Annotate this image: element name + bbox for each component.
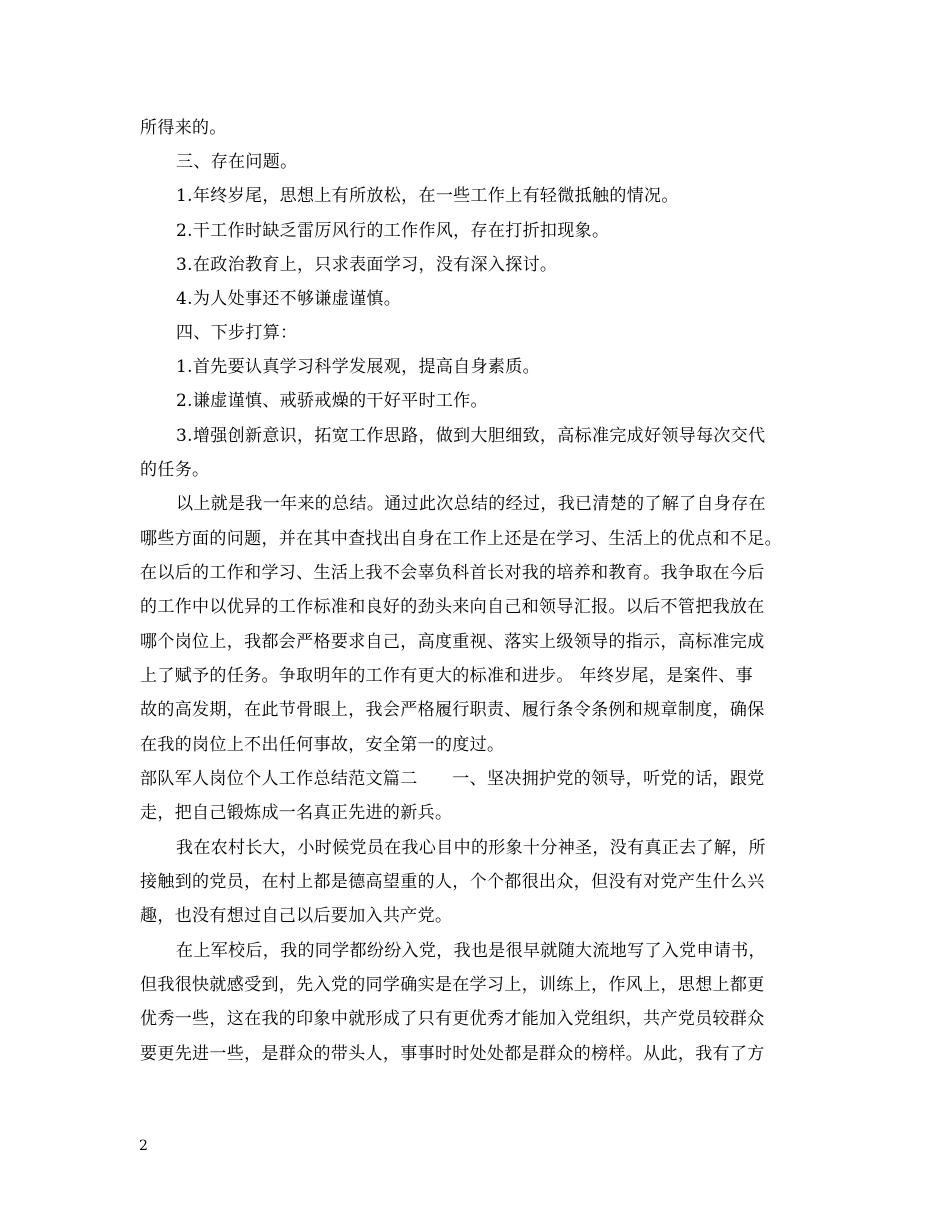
list-item: 2.谦虚谨慎、戒骄戒燥的干好平时工作。 bbox=[176, 391, 488, 411]
list-item: 3.在政治教育上，只求表面学习，没有深入探讨。 bbox=[176, 255, 558, 275]
paragraph-line: 在以后的工作和学习、生活上我不会辜负科首长对我的培养和教育。我争取在今后 bbox=[140, 563, 765, 583]
paragraph-line: 趣，也没有想过自己以后要加入共产党。 bbox=[140, 906, 453, 926]
text-line: 的任务。 bbox=[140, 460, 210, 480]
list-item: 2.干工作时缺乏雷厉风行的工作作风，存在打折扣现象。 bbox=[176, 221, 610, 241]
section-title: 部队军人岗位个人工作总结范文篇二 一、坚决拥护党的领导，听党的话，跟党 bbox=[140, 769, 765, 789]
page-number: 2 bbox=[139, 1138, 148, 1154]
list-item: 1.首先要认真学习科学发展观，提高自身素质。 bbox=[176, 357, 540, 377]
paragraph-line: 以上就是我一年来的总结。通过此次总结的经过，我已清楚的了解了自身存在 bbox=[176, 494, 766, 514]
paragraph-line: 上了赋予的任务。争取明年的工作有更大的标准和进步。 年终岁尾，是案件、事 bbox=[140, 666, 754, 686]
paragraph-line: 接触到的党员，在村上都是德高望重的人，个个都很出众，但没有对党产生什么兴 bbox=[140, 872, 765, 892]
section-heading: 四、下步打算： bbox=[176, 323, 298, 343]
paragraph-line: 哪个岗位上，我都会严格要求自己，高度重视、落实上级领导的指示，高标准完成 bbox=[140, 632, 765, 652]
paragraph-line: 但我很快就感受到，先入党的同学确实是在学习上，训练上，作风上，思想上都更 bbox=[140, 975, 765, 995]
paragraph-line: 的工作中以优异的工作标准和良好的劲头来向自己和领导汇报。以后不管把我放在 bbox=[140, 597, 765, 617]
section-heading: 三、存在问题。 bbox=[176, 152, 298, 172]
list-item: 1.年终岁尾，思想上有所放松，在一些工作上有轻微抵触的情况。 bbox=[176, 186, 679, 206]
paragraph-line: 优秀一些，这在我的印象中就形成了只有更优秀才能加入党组织，共产党员较群众 bbox=[140, 1009, 765, 1029]
paragraph-line: 哪些方面的问题，并在其中查找出自身在工作上还是在学习、生活上的优点和不足。 bbox=[140, 529, 782, 549]
list-item: 4.为人处事还不够谦虚谨慎。 bbox=[176, 289, 402, 309]
paragraph-line: 故的高发期，在此节骨眼上，我会严格履行职责、履行条令条例和规章制度，确保 bbox=[140, 700, 765, 720]
paragraph-line: 走，把自己锻炼成一名真正先进的新兵。 bbox=[140, 803, 453, 823]
paragraph-line: 在我的岗位上不出任何事故，安全第一的度过。 bbox=[140, 735, 505, 755]
paragraph-line: 在上军校后，我的同学都纷纷入党，我也是很早就随大流地写了入党申请书， bbox=[176, 941, 766, 961]
paragraph-line: 要更先进一些，是群众的带头人，事事时时处处都是群众的榜样。从此，我有了方 bbox=[140, 1044, 765, 1064]
list-item: 3.增强创新意识，拓宽工作思路，做到大胆细致，高标准完成好领导每次交代 bbox=[176, 426, 766, 446]
text-line: 所得来的。 bbox=[140, 118, 227, 138]
paragraph-line: 我在农村长大，小时候党员在我心目中的形象十分神圣，没有真正去了解，所 bbox=[176, 838, 766, 858]
